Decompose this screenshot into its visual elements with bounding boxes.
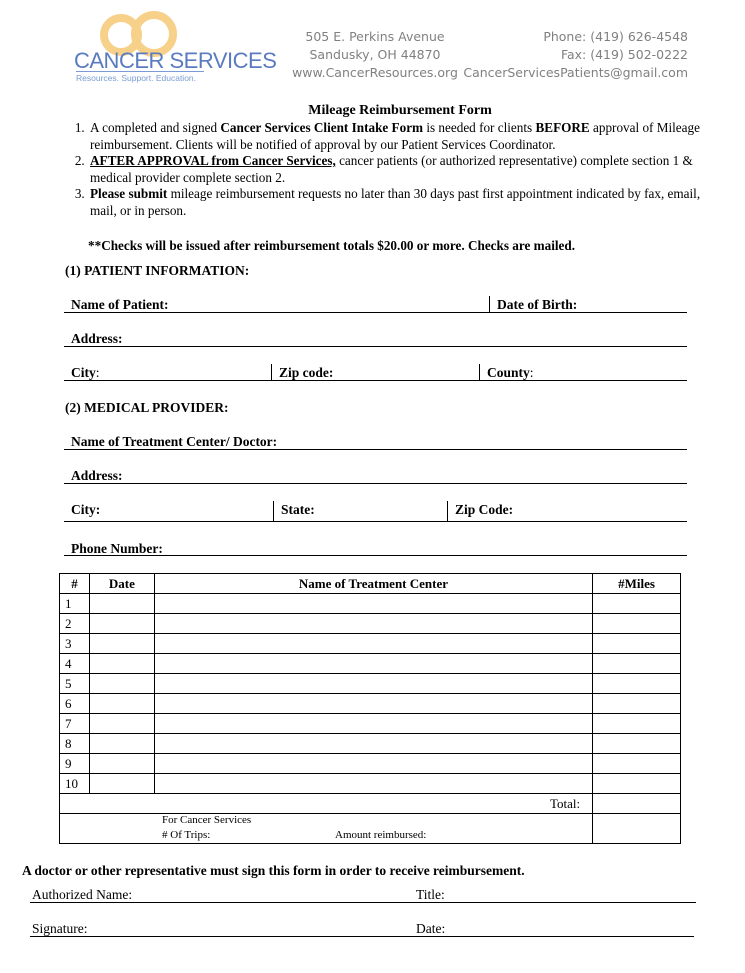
provider-address-field[interactable] — [64, 483, 687, 484]
signature-label: Signature: — [32, 921, 88, 936]
row-number: 9 — [60, 754, 90, 774]
table-row — [60, 674, 681, 694]
col-number-header: # — [60, 574, 90, 594]
signature-line[interactable] — [30, 936, 694, 937]
center-cell[interactable] — [154, 634, 592, 654]
date-cell[interactable] — [89, 594, 154, 614]
authorized-name-label: Authorized Name: — [32, 887, 133, 902]
row-number: 4 — [60, 654, 90, 674]
miles-cell[interactable] — [593, 694, 681, 714]
miles-cell[interactable] — [593, 594, 681, 614]
provider-address-label: Address: — [71, 468, 123, 483]
phone: Phone: (419) 626-4548 — [543, 29, 688, 44]
miles-cell[interactable] — [593, 754, 681, 774]
address-line2: Sandusky, OH 44870 — [309, 47, 441, 62]
date-cell[interactable] — [89, 674, 154, 694]
row-number: 5 — [60, 674, 90, 694]
total-row — [60, 794, 681, 814]
provider-phone-label: Phone Number: — [71, 541, 163, 556]
address-line1: 505 E. Perkins Avenue — [305, 29, 445, 44]
total-label: Total: — [60, 794, 593, 814]
date-label: Date: — [416, 921, 446, 936]
center-cell[interactable] — [154, 594, 592, 614]
provider-city-label: City: — [71, 502, 101, 517]
divider — [447, 501, 448, 521]
row-number: 8 — [60, 734, 90, 754]
section2-heading: (2) MEDICAL PROVIDER: — [65, 400, 229, 415]
center-cell[interactable] — [154, 754, 592, 774]
date-cell[interactable] — [89, 754, 154, 774]
table-row — [60, 614, 681, 634]
date-cell[interactable] — [89, 774, 154, 794]
date-cell[interactable] — [89, 734, 154, 754]
provider-state-label: State: — [281, 502, 315, 517]
provider-phone-field[interactable] — [64, 555, 687, 556]
date-cell[interactable] — [89, 654, 154, 674]
patient-county-label: County: — [487, 365, 534, 380]
logo-wordmark: CANCER SERVICES — [74, 48, 277, 73]
trips-label: # Of Trips: — [162, 829, 211, 841]
miles-cell[interactable] — [593, 674, 681, 694]
office-use-value-cell[interactable] — [593, 814, 681, 844]
patient-name-field[interactable] — [64, 312, 687, 313]
title-label: Title: — [416, 887, 445, 902]
fax: Fax: (419) 502-0222 — [560, 47, 688, 62]
center-cell[interactable] — [154, 614, 592, 634]
signature-notice: A doctor or other representative must sign this form in order to receive reimbursement. — [22, 863, 525, 878]
center-cell[interactable] — [154, 694, 592, 714]
table-row — [60, 714, 681, 734]
date-cell[interactable] — [89, 694, 154, 714]
miles-cell[interactable] — [593, 654, 681, 674]
office-use-row — [60, 814, 681, 844]
provider-zip-label: Zip Code: — [455, 502, 514, 517]
center-cell[interactable] — [154, 774, 592, 794]
instruction-2: 2. AFTER APPROVAL from Cancer Services, cancer patients (or authorized representative) complete section 1 & medical provider complete section 2. — [88, 153, 718, 186]
center-cell[interactable] — [154, 674, 592, 694]
row-number: 1 — [60, 594, 90, 614]
center-cell[interactable] — [154, 654, 592, 674]
dob-label: Date of Birth: — [497, 297, 578, 312]
divider — [271, 364, 272, 380]
email: CancerServicesPatients@gmail.com — [463, 65, 688, 80]
patient-city-label: City: — [71, 365, 100, 380]
logo-tagline: Resources. Support. Education. — [76, 73, 197, 83]
date-cell[interactable] — [89, 714, 154, 734]
checks-note: **Checks will be issued after reimbursement totals $20.00 or more. Checks are mailed. — [88, 238, 576, 253]
row-number: 7 — [60, 714, 90, 734]
table-row — [60, 594, 681, 614]
table-row — [60, 654, 681, 674]
row-number: 2 — [60, 614, 90, 634]
miles-cell[interactable] — [593, 614, 681, 634]
col-date-header: Date — [89, 574, 154, 594]
divider — [273, 501, 274, 521]
date-cell[interactable] — [89, 634, 154, 654]
patient-address-field[interactable] — [64, 346, 687, 347]
miles-cell[interactable] — [593, 634, 681, 654]
office-use-cell — [60, 814, 593, 844]
row-number: 3 — [60, 634, 90, 654]
col-miles-header: #Miles — [593, 574, 681, 594]
mileage-table — [59, 573, 681, 844]
treatment-center-field[interactable] — [64, 449, 687, 450]
miles-cell[interactable] — [593, 714, 681, 734]
row-number: 10 — [60, 774, 90, 794]
total-miles-cell[interactable] — [593, 794, 681, 814]
section1-heading: (1) PATIENT INFORMATION: — [65, 263, 250, 278]
table-row — [60, 754, 681, 774]
treatment-center-label: Name of Treatment Center/ Doctor: — [71, 434, 278, 449]
row-number: 6 — [60, 694, 90, 714]
patient-address-label: Address: — [71, 331, 123, 346]
form-title: Mileage Reimbursement Form — [308, 103, 492, 118]
office-use-label: For Cancer Services — [162, 814, 252, 826]
table-row — [60, 634, 681, 654]
date-cell[interactable] — [89, 614, 154, 634]
divider — [479, 364, 480, 380]
table-row — [60, 734, 681, 754]
patient-zip-label: Zip code: — [279, 365, 334, 380]
website: www.CancerResources.org — [292, 65, 458, 80]
miles-cell[interactable] — [593, 734, 681, 754]
amount-reimbursed-label: Amount reimbursed: — [335, 829, 427, 841]
col-center-header: Name of Treatment Center — [154, 574, 592, 594]
provider-city-state-zip-field[interactable] — [64, 521, 687, 522]
logo-divider — [76, 71, 204, 72]
center-cell[interactable] — [154, 734, 592, 754]
patient-name-label: Name of Patient: — [71, 297, 169, 312]
instruction-3: 3. Please submit mileage reimbursement requests no later than 30 days past first appointment indicated by fax, email, mail, or in person. — [88, 186, 718, 219]
instructions-list — [58, 120, 718, 219]
table-row — [60, 694, 681, 714]
authorized-name-line[interactable] — [30, 902, 696, 903]
table-row — [60, 774, 681, 794]
patient-city-zip-county-field[interactable] — [64, 380, 687, 381]
table-header-row — [60, 574, 681, 594]
miles-cell[interactable] — [593, 774, 681, 794]
center-cell[interactable] — [154, 714, 592, 734]
instruction-1: 1. A completed and signed Cancer Services Client Intake Form is needed for clients BEFORE approval of Mileage reimbursement. Clients will be notified of approval by our Patient Services Coordinator. — [88, 120, 718, 153]
divider — [489, 296, 490, 312]
